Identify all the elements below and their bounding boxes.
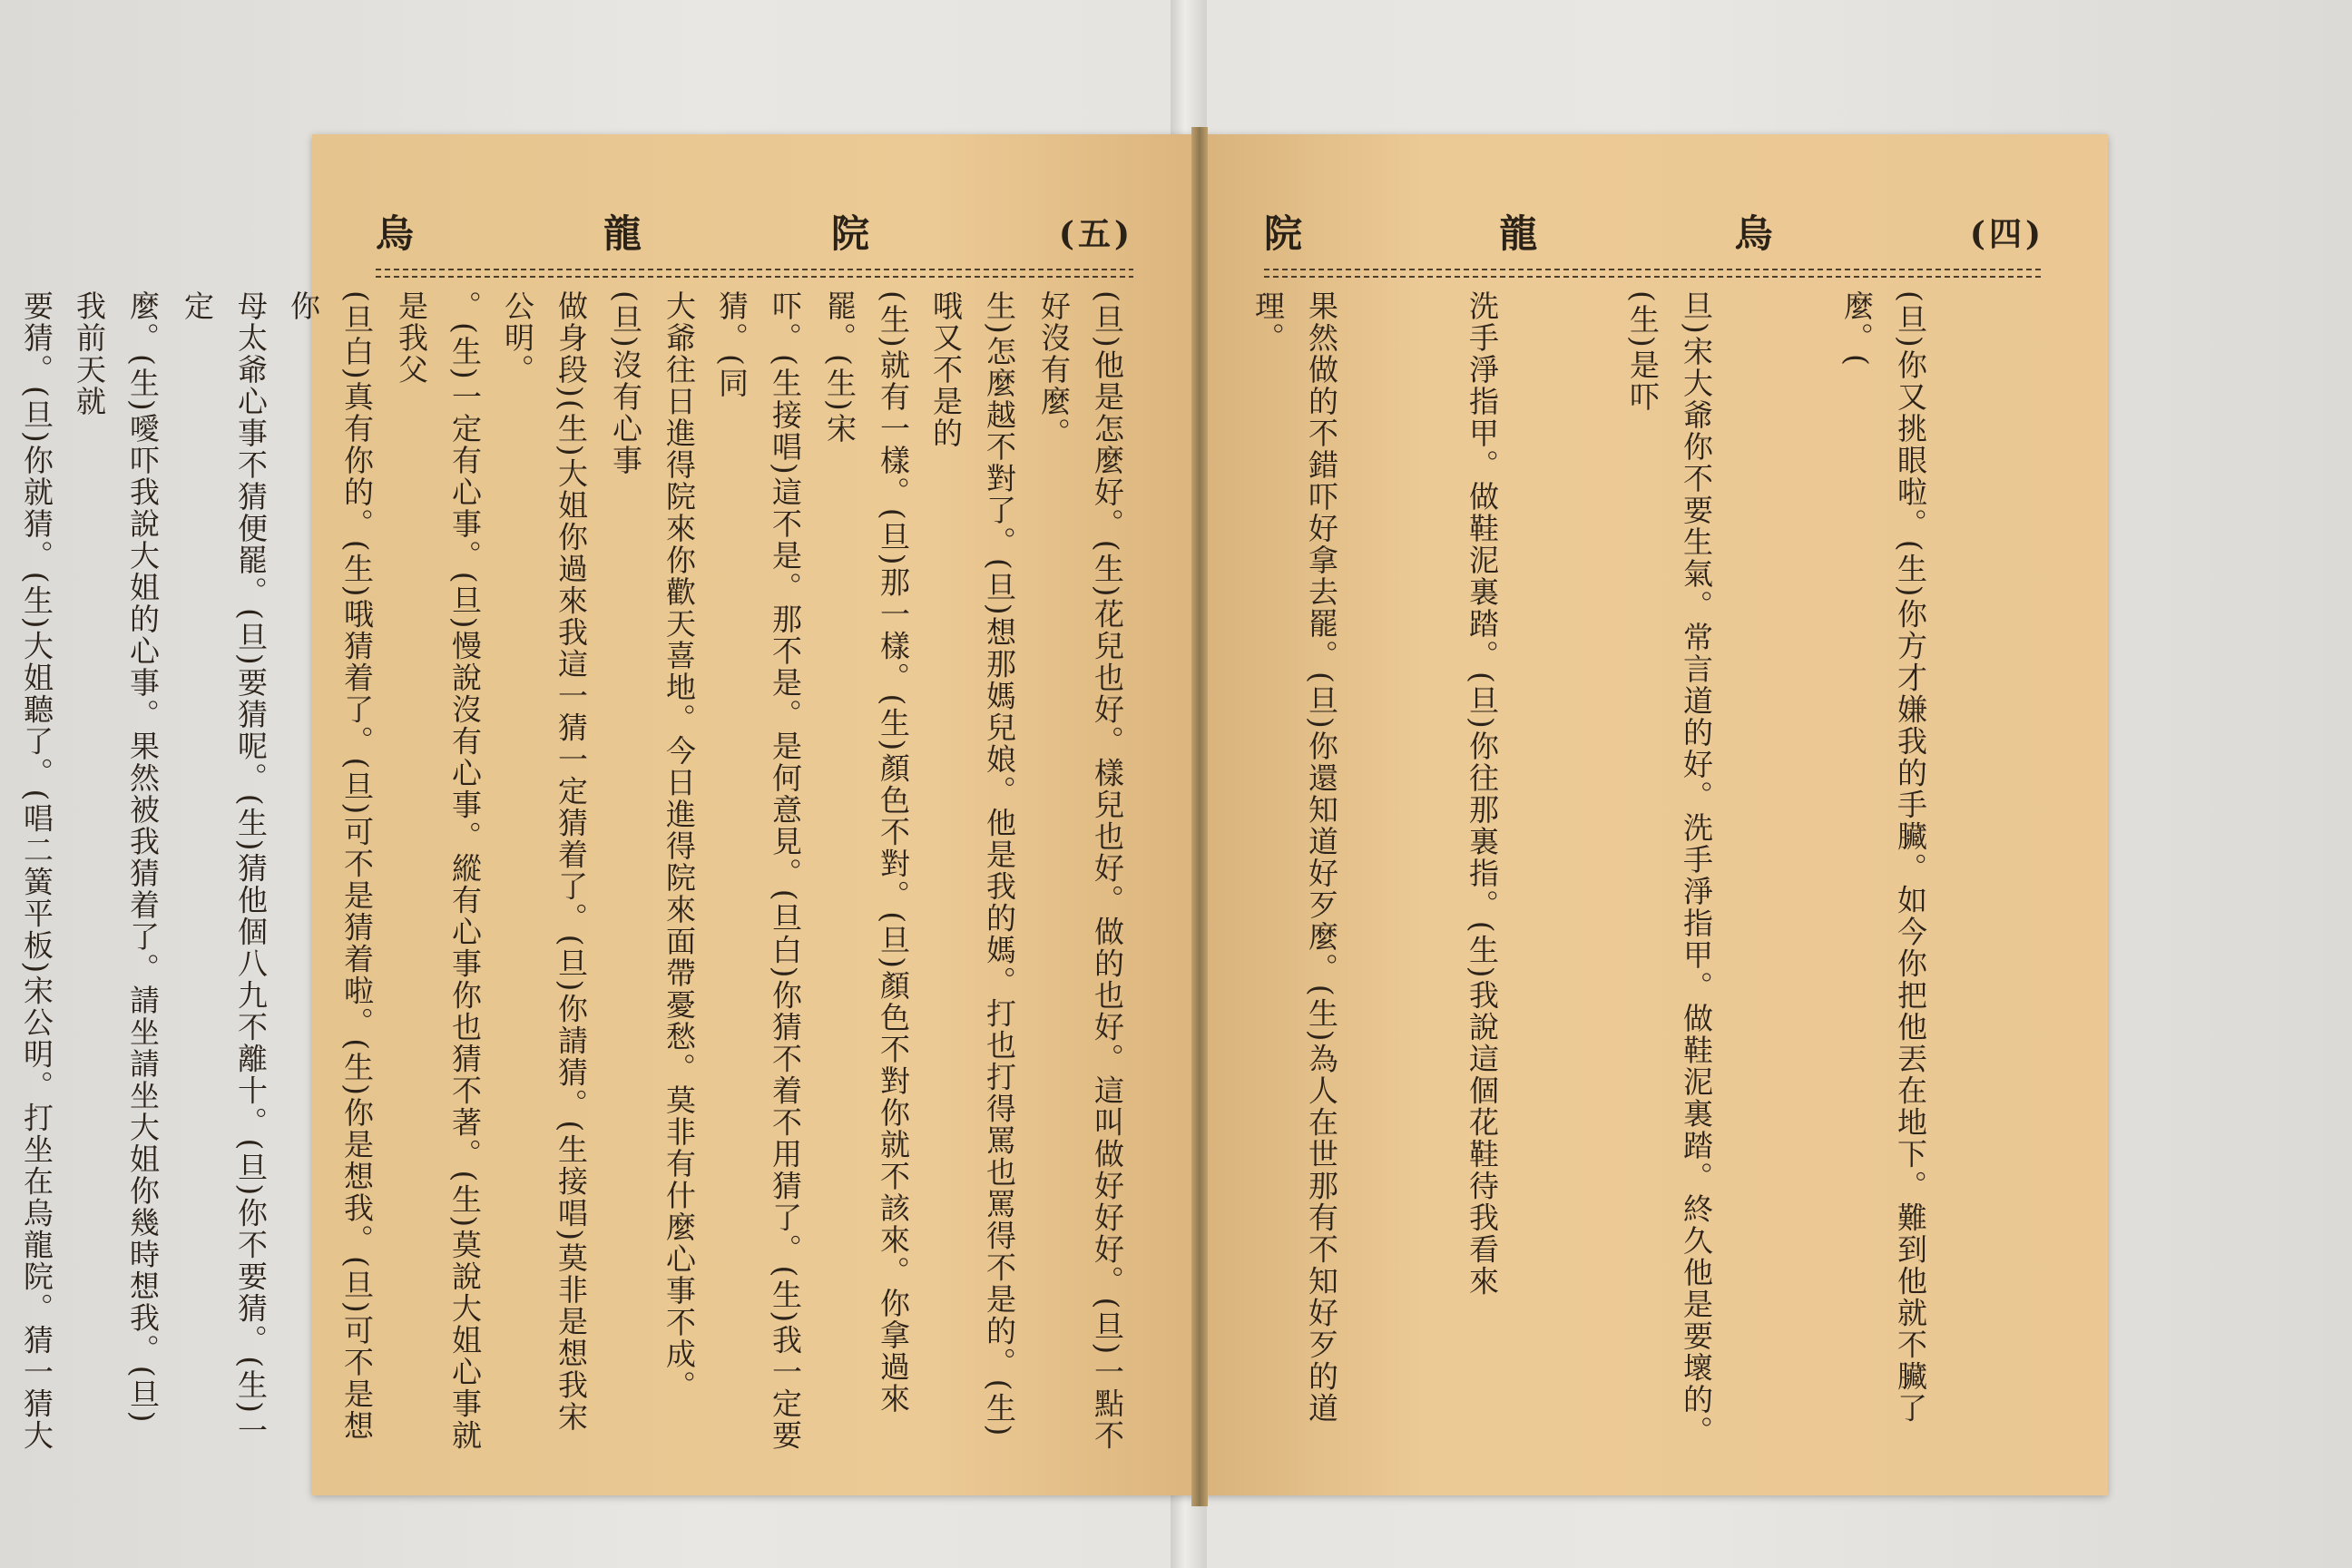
text-column: 洗手淨指甲。做鞋泥裏踏。(旦)你往那裏指。(生)我說這個花鞋待我看來	[1465, 290, 1500, 1298]
text-column: 要猜。(旦)你就猜。(生)大姐聽了。(唱二簧平板)宋公明。打坐在烏龍院。猜一猜大	[19, 290, 54, 1452]
right-header-rule	[1264, 269, 2044, 278]
right-page-header	[1264, 200, 2044, 263]
right-title-char: 院	[1264, 211, 1303, 256]
left-title-char: 龍	[603, 211, 642, 256]
right-page-number: (四)	[1969, 214, 2044, 253]
left-title-char: 院	[830, 211, 869, 256]
left-page-number: (五)	[1058, 214, 1133, 253]
right-title-char: 龍	[1499, 211, 1538, 256]
right-title-char: 烏	[1734, 211, 1773, 256]
book-gutter	[1191, 127, 1208, 1506]
left-page-header	[376, 200, 1133, 263]
left-title-char: 烏	[376, 211, 415, 256]
text-column: 果然做的不錯吓好拿去罷。(旦)你還知道好歹麼。(生)為人在世那有不知好歹的道理。	[1250, 290, 1339, 1425]
text-column: 母太爺心事不猜便罷。(旦)要猜呢。(生)猜他個八九不離十。(旦)你不要猜。(生)一定	[180, 290, 269, 1446]
text-column: 旦)宋大爺你不要生氣。常言道的好。洗手淨指甲。做鞋泥裏踏。終久他是要壞的。(生)是吓	[1625, 290, 1714, 1447]
text-column: 生)怎麼越不對了。(旦)想那媽兒娘。他是我的媽。打也打得罵也罵得不是的。(生)哦又不是的	[928, 290, 1017, 1438]
text-column: (旦白)真有你的。(生)哦猜着了。(旦)可不是猜着啦。(生)你是想我。(旦)可不是想你	[286, 290, 375, 1442]
text-column: (生)就有一樣。(旦)那一樣。(生)顏色不對。(旦)顏色不對你就不該來。你拿過來罷。(生)宋	[822, 290, 911, 1415]
text-column: 做身段)(生)大姐你過來我這一猜一定猜着了。(旦)你請猜。(生接唱)莫非是想我宋公明。	[500, 290, 589, 1434]
left-header-rule	[376, 269, 1133, 278]
text-column: 吓。(生接唱)這不是。那不是。是何意見。(旦白)你猜不着不用猜了。(生)我一定要猜。(同	[714, 290, 803, 1452]
text-column: 大爺往日進得院來你歡天喜地。今日進得院來面帶憂愁。莫非有什麼心事不成。(旦)沒有心事	[608, 290, 697, 1402]
text-column: 。(生)一定有心事。(旦)慢說沒有心事。縱有心事你也猜不著。(生)莫說大姐心事就是我父	[394, 290, 483, 1452]
text-column: (旦)他是怎麼好。(生)花兒也好。樣兒也好。做的也好。這叫做好好好。(旦)一點不好沒有麼。	[1036, 290, 1125, 1452]
text-column: (旦)你又挑眼啦。(生)你方才嫌我的手臟。如今你把他丟在地下。難到他就不臟了麼。(	[1839, 290, 1928, 1425]
text-column: 麼。(生)噯吓我說大姐的心事。果然被我猜着了。請坐請坐大姐你幾時想我。(旦)我前天就	[72, 290, 161, 1425]
